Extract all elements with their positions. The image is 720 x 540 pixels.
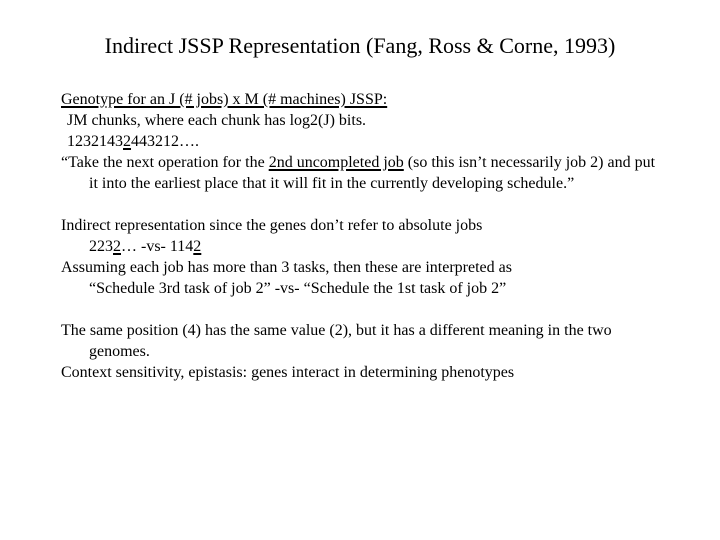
interpretation-assumption: Assuming each job has more than 3 tasks, then these are interpreted as — [61, 259, 512, 276]
genome-comparison-middle: … -vs- 114 — [121, 238, 194, 255]
interpretation-comparison: “Schedule 3rd task of job 2” -vs- “Schedule the 1st task of job 2” — [89, 280, 507, 297]
spacer — [61, 194, 661, 215]
genome-example — [61, 131, 661, 152]
genome-b-gene: 2 — [193, 238, 202, 255]
genome-a-prefix: 223 — [89, 238, 113, 255]
genotype-heading: Genotype for an J (# jobs) x M (# machines) JSSP: — [61, 91, 388, 108]
indirect-explanation: Indirect representation since the genes don’t refer to absolute jobs — [61, 217, 483, 234]
epistasis-note: Context sensitivity, epistasis: genes interact in determining phenotypes — [61, 364, 515, 381]
position-meaning: The same position (4) has the same value (2), but it has a different meaning in the two genomes. — [61, 322, 612, 360]
genome-comparison — [61, 236, 661, 257]
genome-prefix: 1232143 — [67, 133, 123, 150]
decoding-rule — [61, 152, 661, 194]
chunk-description: JM chunks, where each chunk has log2(J) bits. — [67, 112, 367, 129]
slide-title: Indirect JSSP Representation (Fang, Ross & Corne, 1993) — [104, 33, 616, 58]
slide-body — [61, 89, 661, 383]
spacer — [61, 299, 661, 320]
genome-a-gene: 2 — [113, 238, 121, 255]
highlighted-gene: 2 — [123, 133, 131, 150]
decoding-rule-emphasis: 2nd uncompleted job — [268, 154, 404, 171]
decoding-rule-end: (so this isn’t necessarily job 2) and put it into the earliest place that it will fit in the currently developing schedule.” — [89, 154, 656, 192]
decoding-rule-start: “Take the next operation for the — [61, 154, 269, 171]
genome-suffix: 443212…. — [131, 133, 199, 150]
